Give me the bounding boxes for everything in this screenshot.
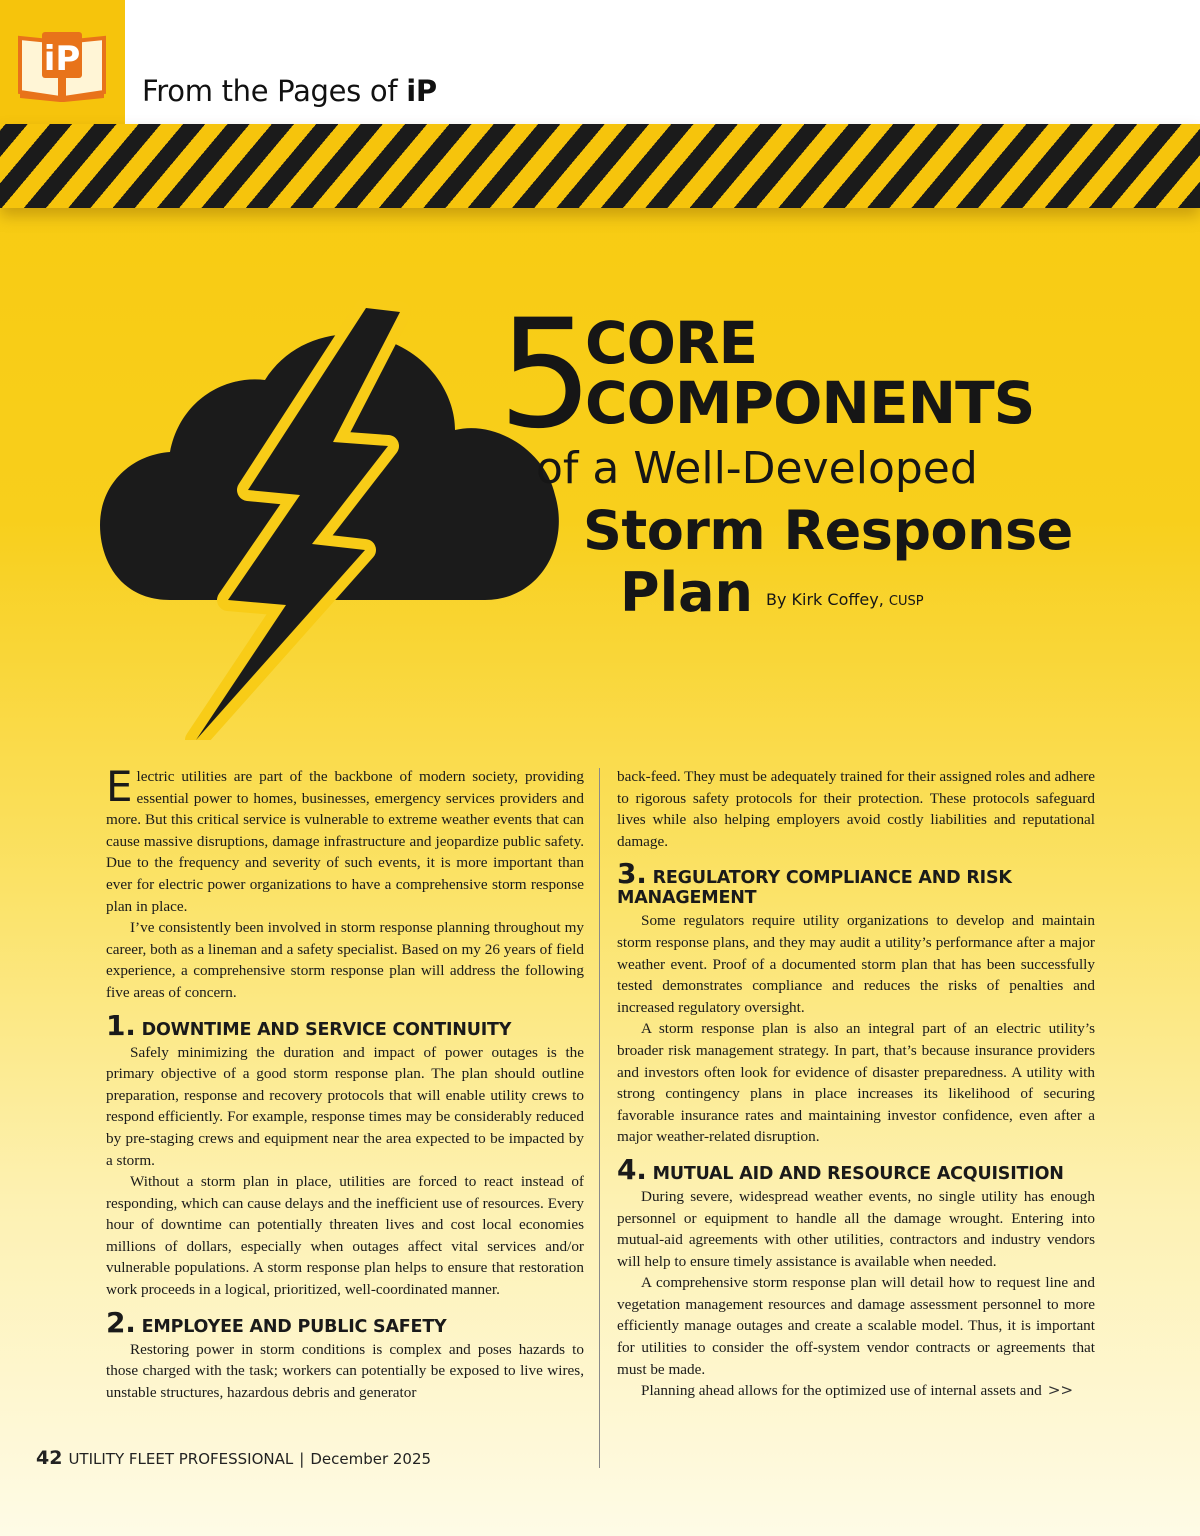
title-number: 5 xyxy=(498,288,588,462)
section-heading-3 xyxy=(617,857,1095,909)
section-4-paragraph-1: During severe, widespread weather events, no single utility has enough personnel or equipment to handle all the damage wrought. Entering into mutual-aid agreements with other utilities, contractors and industry vendors will help to ensure timely assistance is available when needed. xyxy=(617,1187,1095,1270)
title-storm-response: Storm Response xyxy=(583,499,1073,562)
ip-book-logo-icon xyxy=(16,28,108,102)
page-number: 42 xyxy=(36,1447,63,1469)
section-1-paragraph-2: Without a storm plan in place, utilities are forced to react instead of responding, which can cause delays and the inefficient use of resources. Every hour of downtime can potentially threaten lives and cost local economies millions of dollars, especially when outages affect vital services and/or vulnerable populations. A storm response plan helps to ensure that restoration work proceeds in a logical, prioritized, well-coordinated manner. xyxy=(106,1173,584,1299)
section-number-1: 1. xyxy=(106,1008,136,1042)
section-title-1: DOWNTIME AND SERVICE CONTINUITY xyxy=(135,1019,512,1040)
article-column-left xyxy=(106,762,584,1403)
section-heading-1 xyxy=(106,1008,584,1042)
section-number-3: 3. xyxy=(617,857,647,891)
section-heading-2 xyxy=(106,1305,584,1339)
section-title-brand: iP xyxy=(406,74,437,108)
byline-name: By Kirk Coffey, xyxy=(766,590,884,609)
byline xyxy=(766,590,924,609)
continue-arrow-icon: >> xyxy=(1047,1381,1074,1400)
intro-paragraph-1 xyxy=(106,762,584,917)
section-number-2: 2. xyxy=(106,1305,136,1339)
section-1-paragraph-1: Safely minimizing the duration and impact of power outages is the primary objective of a good storm response plan. The plan should outline preparation, response and recovery protocols that will enable utility crews to respond efficiently. For example, response times may be considerably reduced by pre-staging crews and equipment near the area expected to be impacted by a storm. xyxy=(106,1043,584,1169)
hazard-stripe xyxy=(0,124,1200,208)
logo-text: iP xyxy=(43,39,81,79)
section-3-paragraph-2: A storm response plan is also an integral part of an electric utility’s broader risk management strategy. In part, that’s because insurance providers and investors often look for evidence of disaster preparedness. A utility with strong contingency plans in place increases its likelihood of securing favorable insurance rates and maintaining investor confidence, even after a major weather-related disruption. xyxy=(617,1020,1095,1146)
section-4-paragraph-3 xyxy=(617,1380,1095,1402)
article-column-right xyxy=(617,766,1095,1402)
footer-separator: | xyxy=(299,1450,305,1468)
drop-cap: E xyxy=(106,762,133,811)
section-title xyxy=(142,74,437,108)
title-components: COMPONENTS xyxy=(585,369,1035,437)
section-2-paragraph-1-continued: back-feed. They must be adequately trained for their assigned roles and adhere to rigorous safety protocols for their protection. These protocols safeguard lives while also helping employers avoid costly liabilities and reputational damage. xyxy=(617,768,1095,850)
section-4-paragraph-2: A comprehensive storm response plan will detail how to request line and vegetation management resources and damage assessment personnel to more efficiently manage outages and create a scalable model. Thus, it is important for utilities to consider the off-system vendor contracts or agreements that must be made. xyxy=(617,1274,1095,1378)
section-title-3: REGULATORY COMPLIANCE AND RISK MANAGEMENT xyxy=(617,868,1012,909)
section-number-4: 4. xyxy=(617,1152,647,1186)
title-core: CORE xyxy=(585,309,758,377)
header-logo-panel xyxy=(0,0,125,124)
section-3-paragraph-1: Some regulators require utility organizations to develop and maintain storm response plans, and they may audit a utility’s performance after a major weather event. Proof of a documented storm plan that has been successfully tested demonstrates compliance and reduces the risks of penalties and increased regulatory oversight. xyxy=(617,912,1095,1016)
title-plan: Plan xyxy=(620,561,753,624)
page-footer xyxy=(36,1447,431,1469)
section-4-text-3: Planning ahead allows for the optimized use of internal assets and xyxy=(641,1382,1042,1400)
section-heading-4 xyxy=(617,1152,1095,1186)
intro-paragraph-2: I’ve consistently been involved in storm response planning throughout my career, both as a lineman and a safety specialist. Based on my 26 years of field experience, a comprehensive storm response plan will address the following five areas of concern. xyxy=(106,919,584,1001)
intro-text-1: lectric utilities are part of the backbone of modern society, providing essential power to homes, businesses, emergency services providers and more. But this critical service is vulnerable to extreme weather events that can cause massive disruptions, damage infrastructure and jeopardize public safety. Due to the frequency and severity of such events, it is more important than ever for electric power organizations to have a comprehensive storm response plan in place. xyxy=(106,768,584,915)
section-title-4: MUTUAL AID AND RESOURCE ACQUISITION xyxy=(646,1163,1064,1184)
section-title-2: EMPLOYEE AND PUBLIC SAFETY xyxy=(135,1316,447,1337)
title-subline: of a Well-Developed xyxy=(536,443,978,494)
section-2-paragraph-1: Restoring power in storm conditions is complex and poses hazards to those charged with the task; workers can potentially be exposed to live wires, unstable structures, hazardous debris and generator xyxy=(106,1340,584,1401)
issue-date: December 2025 xyxy=(310,1450,432,1468)
byline-credential: CUSP xyxy=(888,594,924,609)
column-divider xyxy=(599,768,600,1468)
publication-name: UTILITY FLEET PROFESSIONAL xyxy=(68,1450,294,1468)
section-title-prefix: From the Pages of xyxy=(142,74,407,108)
